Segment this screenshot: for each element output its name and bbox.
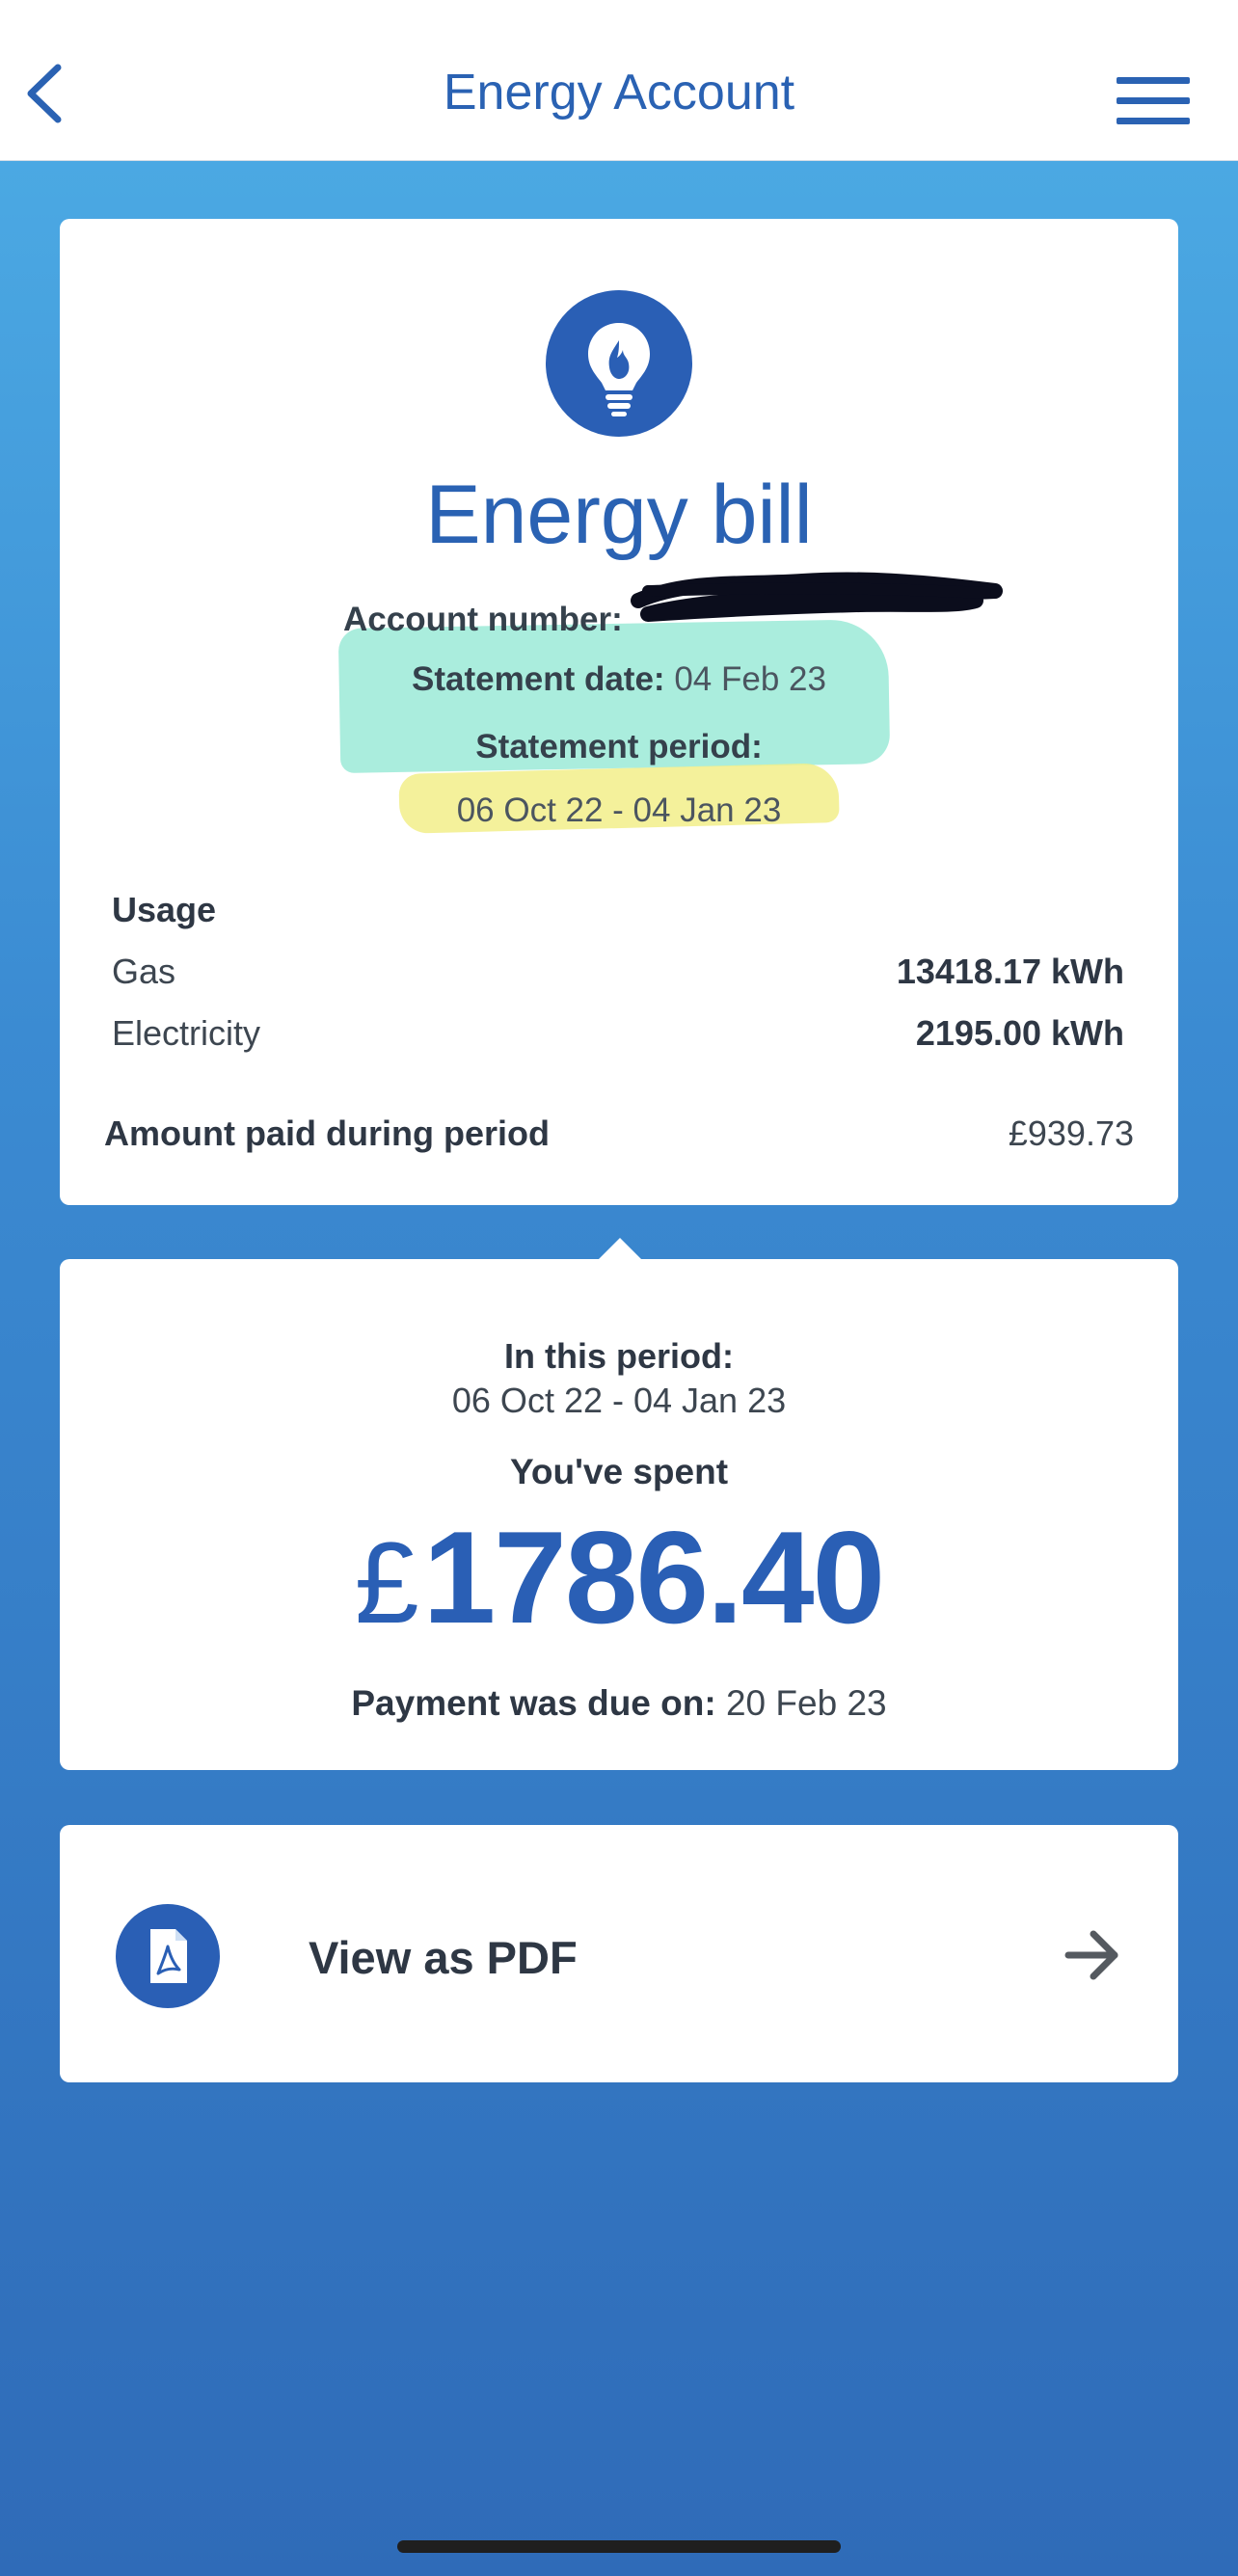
view-pdf-label: View as PDF xyxy=(309,1932,578,1983)
menu-button[interactable] xyxy=(1117,77,1190,131)
energy-bill-card xyxy=(60,219,1178,1205)
page-title: Energy Account xyxy=(443,65,795,121)
amount-paid-value: £939.73 xyxy=(1008,1114,1134,1153)
home-indicator[interactable] xyxy=(397,2540,841,2553)
amount-paid-label: Amount paid during period xyxy=(104,1114,550,1153)
usage-label: Gas xyxy=(112,952,176,991)
usage-row-electricity xyxy=(112,1013,1124,1054)
statement-date: Statement date: 04 Feb 23 xyxy=(412,660,826,698)
lightbulb-flame-icon xyxy=(546,290,692,437)
bill-title: Energy bill xyxy=(425,469,813,561)
usage-label: Electricity xyxy=(112,1013,261,1053)
spend-card xyxy=(60,1259,1178,1770)
pdf-document-icon xyxy=(116,1904,220,2008)
amount-value: 1786.40 xyxy=(422,1504,884,1650)
payment-due: Payment was due on: 20 Feb 23 xyxy=(351,1683,887,1723)
usage-value: 2195.00 kWh xyxy=(915,1013,1124,1053)
usage-row-gas xyxy=(112,952,1124,992)
usage-value: 13418.17 kWh xyxy=(896,952,1124,991)
period-range: 06 Oct 22 - 04 Jan 23 xyxy=(451,1381,787,1420)
view-pdf-button[interactable] xyxy=(60,1825,1178,2082)
amount-paid-row xyxy=(104,1114,1134,1154)
account-number: Account number: xyxy=(343,601,623,638)
spent-amount xyxy=(60,1502,1178,1652)
card-notch xyxy=(597,1238,643,1261)
currency-symbol: £ xyxy=(354,1518,417,1648)
top-bar xyxy=(0,0,1238,161)
spent-label: You've spent xyxy=(509,1452,729,1491)
arrow-right-icon xyxy=(1063,1925,1122,1985)
usage-heading: Usage xyxy=(112,890,217,929)
period-label: In this period: xyxy=(504,1336,734,1376)
redaction-scribble xyxy=(629,572,1005,624)
statement-period-label: Statement period: xyxy=(475,728,763,765)
hamburger-menu-icon xyxy=(1117,77,1190,84)
statement-period-value: 06 Oct 22 - 04 Jan 23 xyxy=(456,792,782,829)
